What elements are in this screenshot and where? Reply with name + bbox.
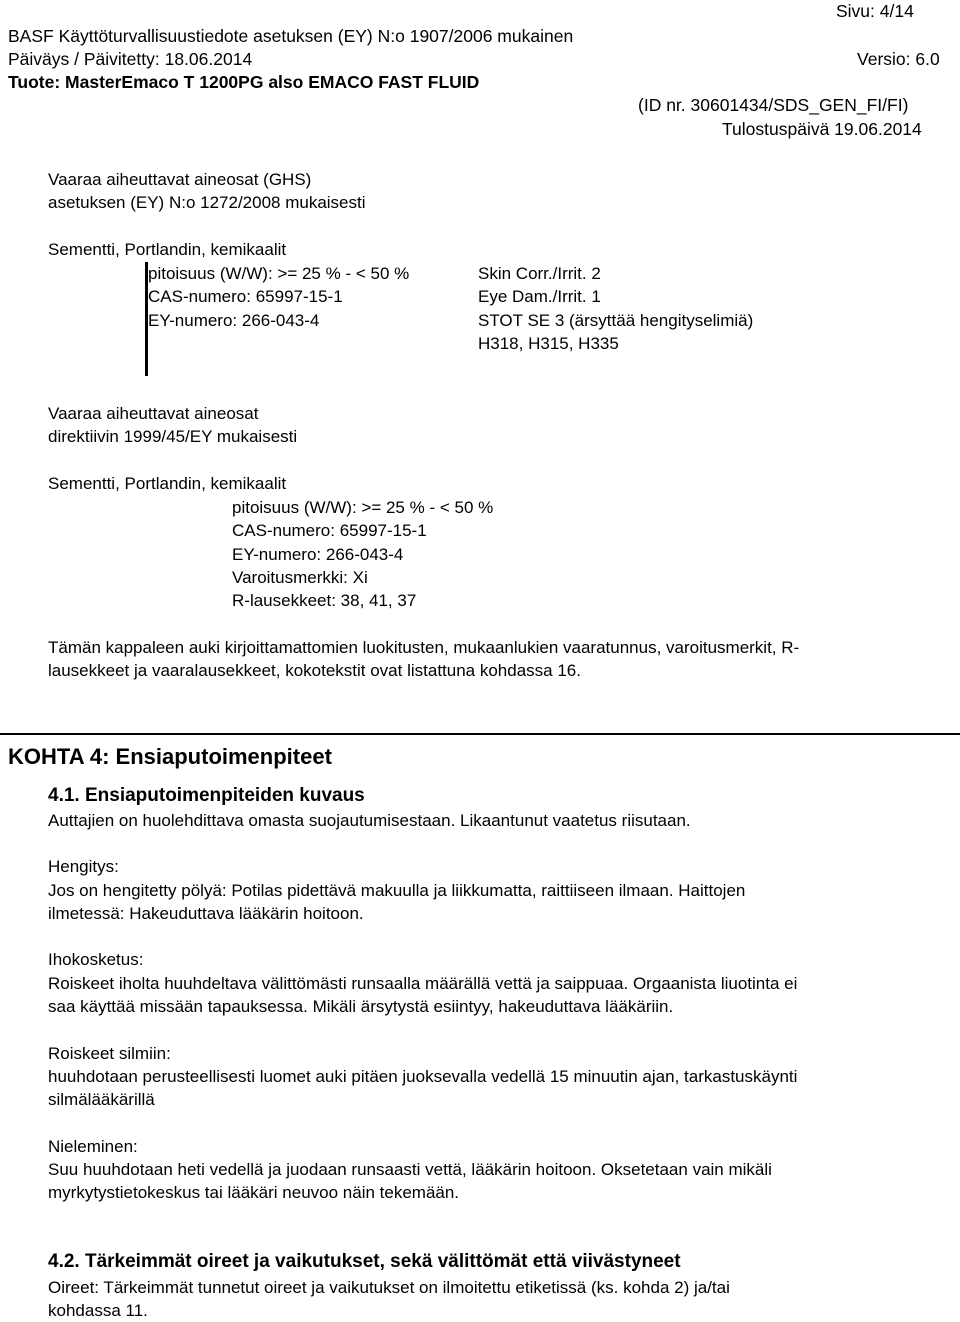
ghs-concentration: pitoisuus (W/W): >= 25 % - < 50 % — [148, 264, 410, 283]
ghs-class-skin: Skin Corr./Irrit. 2 — [478, 264, 601, 283]
skin-contact-text-2: saa käyttää missään tapauksessa. Mikäli ärsytystä esiintyy, hakeuduttava lääkäriin. — [48, 997, 674, 1016]
note-line-1: Tämän kappaleen auki kirjoittamattomien luokitusten, mukaanlukien vaaratunnus, varoitusmerkit, R- — [48, 638, 800, 657]
ghs-ec-number: EY-numero: 266-043-4 — [148, 311, 320, 330]
section-4-2-title: 4.2. Tärkeimmät oireet ja vaikutukset, sekä välittömät että viivästyneet — [48, 1251, 681, 1272]
dir-cas-number: CAS-numero: 65997-15-1 — [232, 521, 427, 540]
eye-contact-text-2: silmälääkärillä — [48, 1090, 155, 1109]
document-title: BASF Käyttöturvallisuustiedote asetuksen (EY) N:o 1907/2006 mukainen — [8, 26, 574, 46]
print-date: Tulostuspäivä 19.06.2014 — [722, 119, 922, 139]
section-4-title: KOHTA 4: Ensiaputoimenpiteet — [8, 744, 332, 769]
eye-contact-text-1: huuhdotaan perusteellisesti luomet auki pitäen juoksevalla vedellä 15 minuutin ajan, tarkastuskäynti — [48, 1067, 798, 1086]
note-line-2: lausekkeet ja vaaralausekkeet, kokotekstit ovat listattuna kohdassa 16. — [48, 661, 581, 680]
eye-contact-label: Roiskeet silmiin: — [48, 1044, 171, 1063]
skin-contact-text-1: Roiskeet iholta huuhdeltava välittömästi runsaalla määrällä vettä ja saippuaa. Orgaanista liuotinta ei — [48, 974, 798, 993]
dir-warning-symbol: Varoitusmerkki: Xi — [232, 568, 368, 587]
ghs-cas-number: CAS-numero: 65997-15-1 — [148, 287, 343, 306]
ghs-substance: Sementti, Portlandin, kemikaalit — [48, 240, 287, 259]
inhalation-label: Hengitys: — [48, 857, 119, 876]
inhalation-text-2: ilmetessä: Hakeuduttava lääkärin hoitoon. — [48, 904, 364, 923]
document-id: (ID nr. 30601434/SDS_GEN_FI/FI) — [638, 95, 909, 115]
dir-r-phrases: R-lausekkeet: 38, 41, 37 — [232, 591, 417, 610]
product-name: Tuote: MasterEmaco T 1200PG also EMACO FAST FLUID — [8, 72, 480, 92]
page-number: Sivu: 4/14 — [836, 1, 914, 21]
section-4-1-text: Auttajien on huolehdittava omasta suojautumisestaan. Likaantunut vaatetus riisutaan. — [48, 811, 691, 830]
section-4-1-title: 4.1. Ensiaputoimenpiteiden kuvaus — [48, 785, 365, 806]
version: Versio: 6.0 — [857, 49, 940, 69]
ghs-h-statements: H318, H315, H335 — [478, 334, 619, 353]
section-divider — [0, 733, 960, 735]
ingestion-label: Nieleminen: — [48, 1137, 138, 1156]
ghs-class-stot: STOT SE 3 (ärsyttää hengityselimiä) — [478, 311, 754, 330]
section-4-2-text-2: kohdassa 11. — [48, 1301, 148, 1320]
ingestion-text-1: Suu huuhdotaan heti vedellä ja juodaan runsaasti vettä, lääkärin hoitoon. Oksetetaan vain mikäli — [48, 1160, 772, 1179]
dir-ec-number: EY-numero: 266-043-4 — [232, 545, 404, 564]
dir-regulation: direktiivin 1999/45/EY mukaisesti — [48, 427, 298, 446]
ghs-heading: Vaaraa aiheuttavat aineosat (GHS) — [48, 170, 312, 189]
dir-concentration: pitoisuus (W/W): >= 25 % - < 50 % — [232, 498, 494, 517]
dir-substance: Sementti, Portlandin, kemikaalit — [48, 474, 287, 493]
section-4-2-text-1: Oireet: Tärkeimmät tunnetut oireet ja vaikutukset on ilmoitettu etiketissä (ks. kohda 2) ja/tai — [48, 1278, 730, 1297]
revision-date: Päiväys / Päivitetty: 18.06.2014 — [8, 49, 253, 69]
ghs-class-eye: Eye Dam./Irrit. 1 — [478, 287, 601, 306]
ghs-regulation: asetuksen (EY) N:o 1272/2008 mukaisesti — [48, 193, 366, 212]
dir-heading: Vaaraa aiheuttavat aineosat — [48, 404, 259, 423]
skin-contact-label: Ihokosketus: — [48, 950, 144, 969]
inhalation-text-1: Jos on hengitetty pölyä: Potilas pidettävä makuulla ja liikkumatta, raittiiseen ilmaan. Haittojen — [48, 881, 746, 900]
ingestion-text-2: myrkytystietokeskus tai lääkäri neuvoo näin tekemään. — [48, 1183, 460, 1202]
